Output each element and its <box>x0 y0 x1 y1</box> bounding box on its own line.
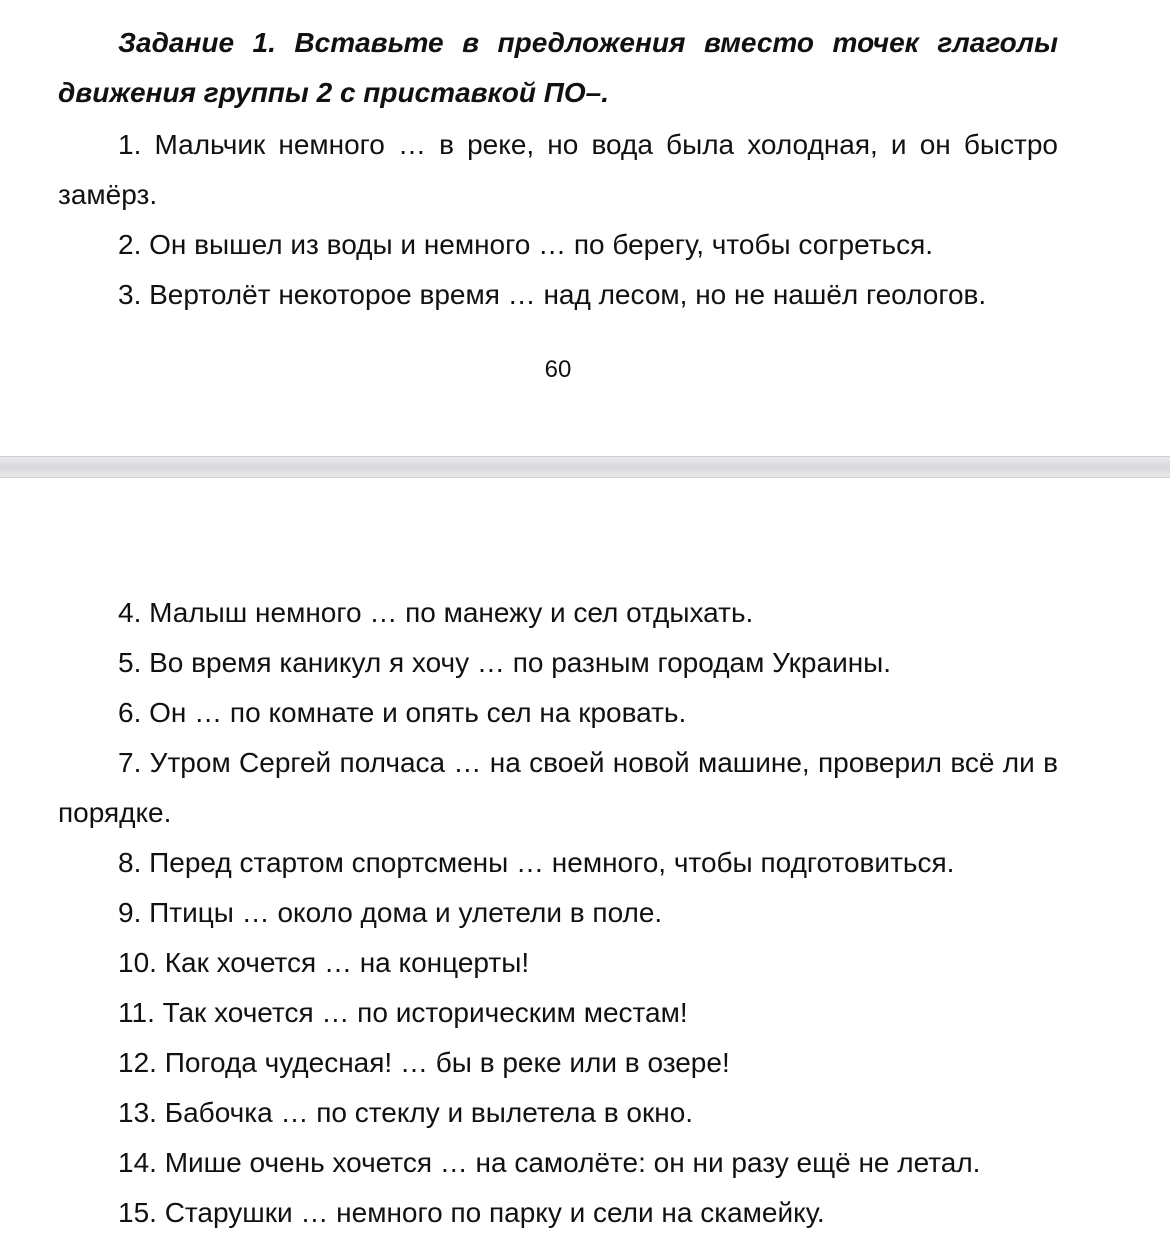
sentence-item: 15. Старушки … немного по парку и сели на скамейку. <box>118 1197 825 1228</box>
sentence-item: 12. Погода чудесная! … бы в реке или в озере! <box>118 1047 730 1078</box>
sentence-list-top <box>58 120 1058 320</box>
sentence-item: 5. Во время каникул я хочу … по разным городам Украины. <box>118 647 892 678</box>
sentence-item: 14. Мише очень хочется … на самолёте: он ни разу ещё не летал. <box>118 1147 981 1178</box>
page-number: 60 <box>544 356 572 383</box>
sentence-item: 7. Утром Сергей полчаса … на своей новой машине, проверил всё ли в порядке. <box>58 747 1058 828</box>
sentence-item: 11. Так хочется … по историческим местам! <box>118 997 688 1028</box>
sentence-item: 8. Перед стартом спортсмены … немного, чтобы подготовиться. <box>118 847 955 878</box>
sentence-item: 4. Малыш немного … по манежу и сел отдыхать. <box>118 597 754 628</box>
sentence-list-bottom <box>58 588 1058 1238</box>
sentence-item: 6. Он … по комнате и опять сел на кровать. <box>118 697 687 728</box>
document-page-top <box>0 0 1170 456</box>
task-title: Задание 1. Вставьте в предложения вместо точек глаголы движения группы 2 с приставкой ПО–. <box>58 27 1058 108</box>
sentence-item: 2. Он вышел из воды и немного … по берегу, чтобы согреться. <box>118 229 934 260</box>
document-page-bottom <box>0 478 1170 1231</box>
page-separator <box>0 456 1170 478</box>
sentence-item: 10. Как хочется … на концерты! <box>118 947 530 978</box>
sentence-item: 9. Птицы … около дома и улетели в поле. <box>118 897 663 928</box>
sentence-item: 1. Мальчик немного … в реке, но вода была холодная, и он быстро замёрз. <box>58 129 1058 210</box>
sentence-item: 3. Вертолёт некоторое время … над лесом, но не нашёл геологов. <box>118 279 987 310</box>
sentence-item: 13. Бабочка … по стеклу и вылетела в окно. <box>118 1097 694 1128</box>
